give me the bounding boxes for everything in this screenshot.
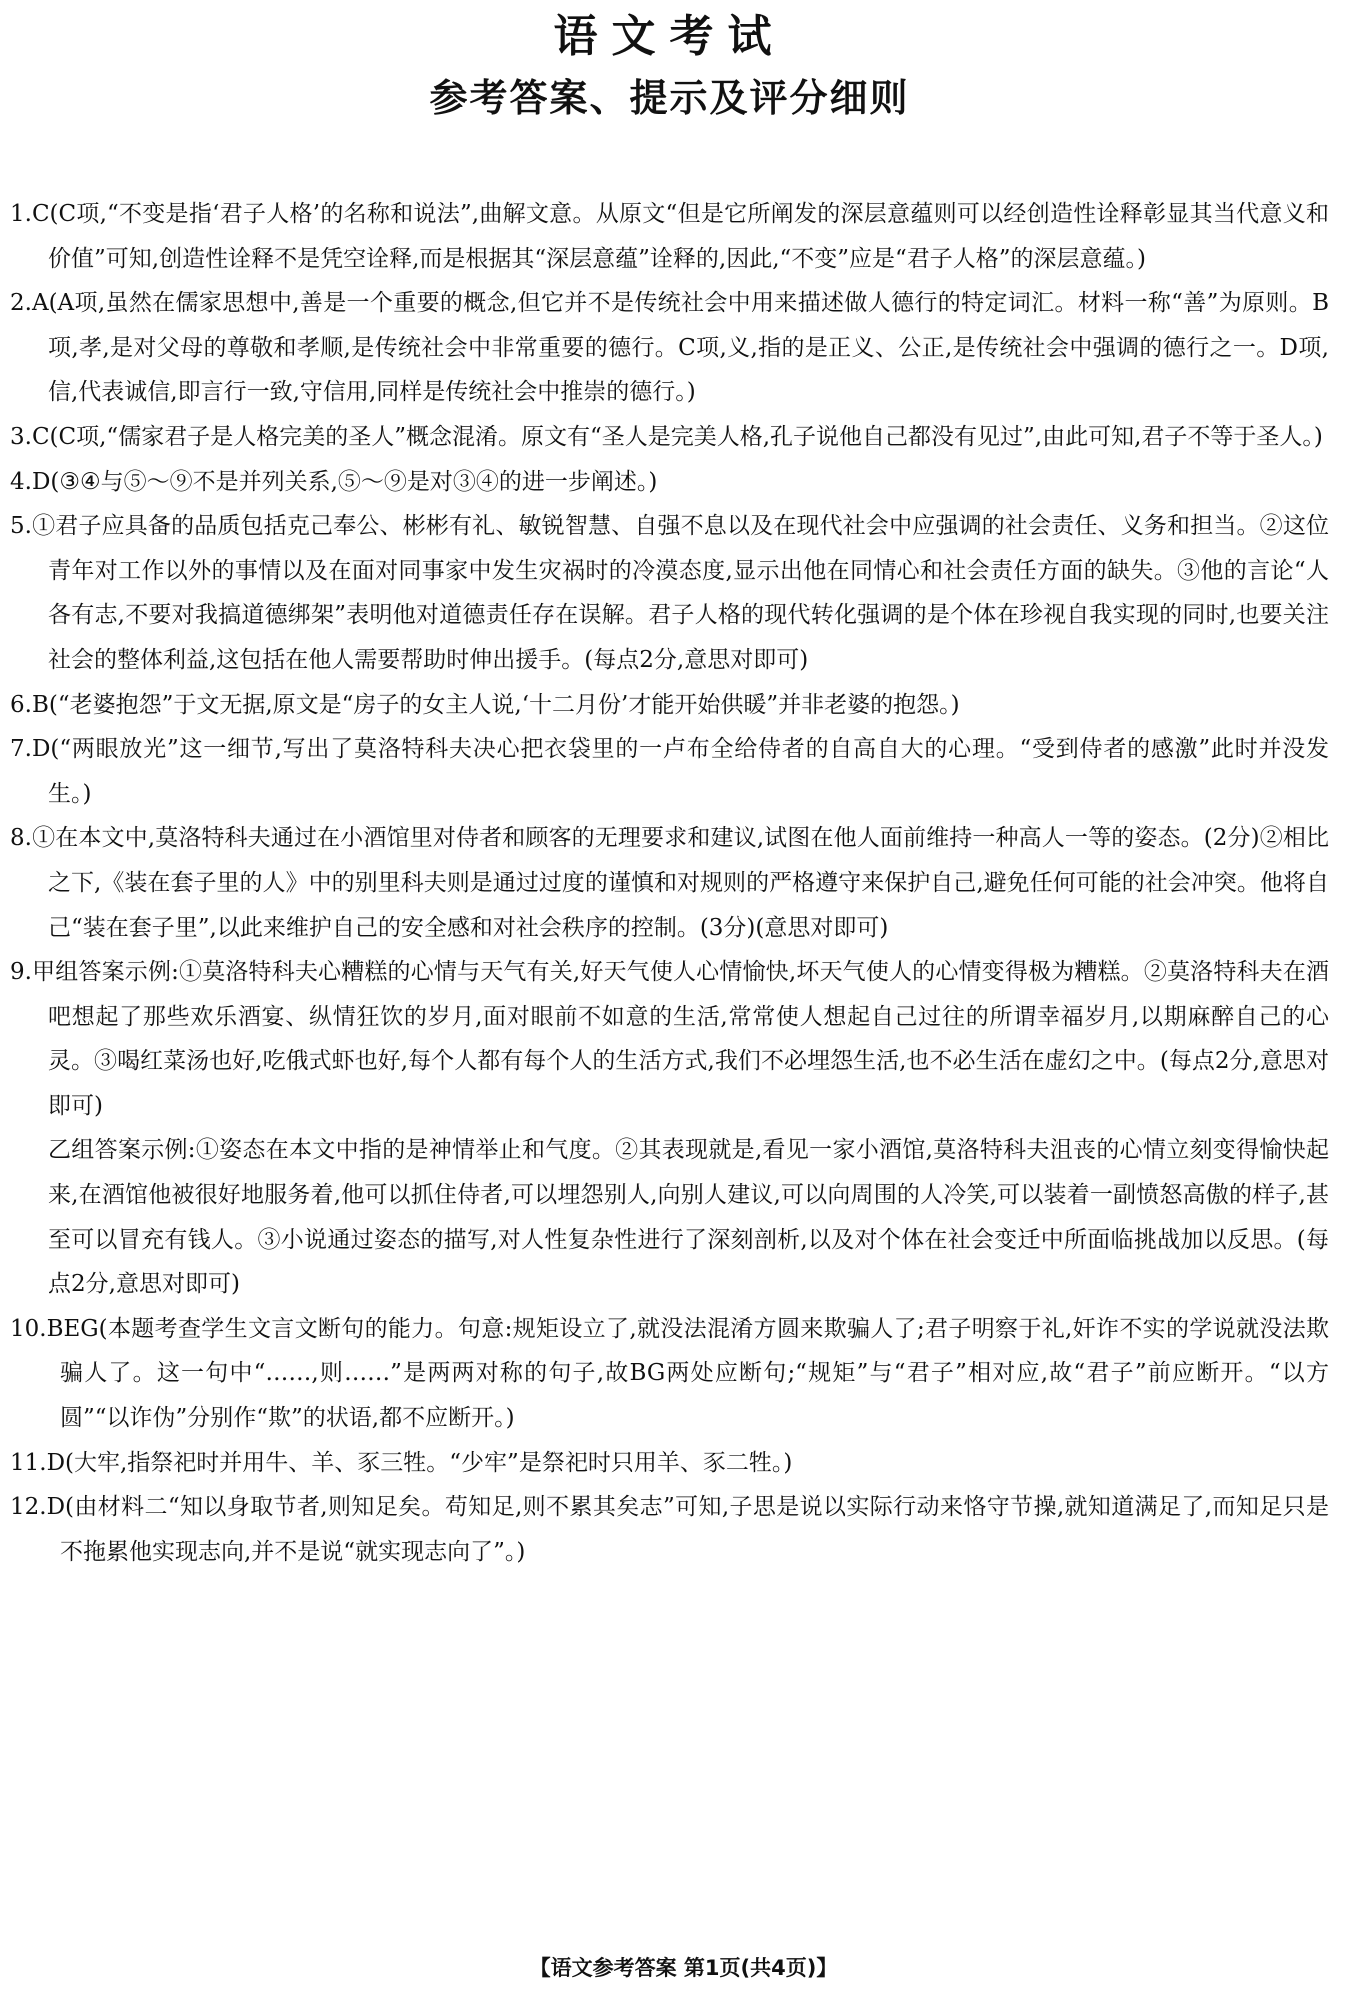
answer-text: ①君子应具备的品质包括克己奉公、彬彬有礼、敏锐智慧、自强不息以及在现代社会中应强调的社会责任、义务和担当。②这位青年对工作以外的事情以及在面对同事家中发生灾祸时的冷漠态度,显示出他在同情心和社会责任方面的缺失。③他的言论“人各有志,不要对我搞道德绑架”表明他对道德责任存在误解。君子人格的现代转化强调的是个体在珍视自我实现的同时,也要关注社会的整体利益,这包括在他人需要帮助时伸出援手。(每点2分,意思对即可) — [31, 513, 1329, 673]
answer-item-4 — [10, 460, 1329, 505]
answer-text: A(A项,虽然在儒家思想中,善是一个重要的概念,但它并不是传统社会中用来描述做人德行的特定词汇。材料一称“善”为原则。B项,孝,是对父母的尊敬和孝顺,是传统社会中非常重要的德行。C项,义,指的是正义、公正,是传统社会中强调的德行之一。D项,信,代表诚信,即言行一致,守信用,同样是传统社会中推崇的德行。) — [31, 290, 1329, 406]
answer-item-11 — [10, 1441, 1329, 1486]
answer-item-6 — [10, 683, 1329, 728]
page-subtitle: 参考答案、提示及评分细则 — [429, 76, 910, 120]
answer-item-9-group-b — [10, 1128, 1329, 1306]
answer-text: B(“老婆抱怨”于文无据,原文是“房子的女主人说,‘十二月份’才能开始供暖”并非老婆的抱怨。) — [31, 691, 960, 718]
page-footer: 【语文参考答案 第1页(共4页)】 — [529, 1956, 838, 1980]
answer-item-7 — [10, 727, 1329, 816]
answer-item-2 — [10, 281, 1329, 415]
answer-number: 10. — [10, 1315, 47, 1342]
answer-list — [10, 192, 1329, 1574]
answer-item-10 — [10, 1307, 1329, 1441]
page-title: 语文考试 — [553, 11, 786, 62]
answer-text: C(C项,“不变是指‘君子人格’的名称和说法”,曲解文意。从原文“但是它所阐发的深层意蕴则可以经创造性诠释彰显其当代意义和价值”可知,创造性诠释不是凭空诠释,而是根据其“深层意蕴”诠释的,因此,“不变”应是“君子人格”的深层意蕴。) — [31, 201, 1329, 272]
answer-item-12 — [10, 1485, 1329, 1574]
answer-text: 甲组答案示例:①莫洛特科夫心糟糕的心情与天气有关,好天气使人心情愉快,坏天气使人的心情变得极为糟糕。②莫洛特科夫在酒吧想起了那些欢乐酒宴、纵情狂饮的岁月,面对眼前不如意的生活,常常使人想起自己过往的所谓幸福岁月,以期麻醉自己的心灵。③喝红菜汤也好,吃俄式虾也好,每个人都有每个人的生活方式,我们不必埋怨生活,也不必生活在虚幻之中。(每点2分,意思对即可) — [31, 959, 1329, 1119]
answer-text: BEG(本题考查学生文言文断句的能力。句意:规矩设立了,就没法混淆方圆来欺骗人了;君子明察于礼,奸诈不实的学说就没法欺骗人了。这一句中“……,则……”是两两对称的句子,故BG两处应断句;“规矩”与“君子”相对应,故“君子”前应断开。“以方圆”“以诈伪”分别作“欺”的状语,都不应断开。) — [46, 1315, 1329, 1432]
answer-number: 6. — [10, 691, 32, 718]
answer-text: 乙组答案示例:①姿态在本文中指的是神情举止和气度。②其表现就是,看见一家小酒馆,莫洛特科夫沮丧的心情立刻变得愉快起来,在酒馆他被很好地服务着,他可以抓住侍者,可以埋怨别人,向别人建议,可以向周围的人冷笑,可以装着一副愤怒高傲的样子,甚至可以冒充有钱人。③小说通过姿态的描写,对人性复杂性进行了深刻剖析,以及对个体在社会变迁中所面临挑战加以反思。(每点2分,意思对即可) — [48, 1137, 1329, 1298]
answer-text: D(由材料二“知以身取节者,则知足矣。苟知足,则不累其矣志”可知,子思是说以实际行动来恪守节操,就知道满足了,而知足只是不拖累他实现志向,并不是说“就实现志向了”。) — [46, 1494, 1329, 1565]
answer-item-9 — [10, 950, 1329, 1128]
answer-item-1 — [10, 192, 1329, 281]
answer-number: 4. — [10, 468, 32, 495]
answer-number: 9. — [10, 959, 32, 986]
answer-number: 3. — [10, 423, 32, 450]
answer-number: 11. — [10, 1449, 47, 1476]
answer-text: D(大牢,指祭祀时并用牛、羊、豕三牲。“少牢”是祭祀时只用羊、豕二牲。) — [46, 1449, 793, 1476]
answer-text: C(C项,“儒家君子是人格完美的圣人”概念混淆。原文有“圣人是完美人格,孔子说他自己都没有见过”,由此可知,君子不等于圣人。) — [31, 423, 1323, 450]
answer-number: 5. — [10, 513, 32, 540]
answer-number: 8. — [10, 825, 32, 852]
answer-text: D(“两眼放光”这一细节,写出了莫洛特科夫决心把衣袋里的一卢布全给侍者的自高自大的心理。“受到侍者的感激”此时并没发生。) — [31, 736, 1329, 807]
answer-number: 7. — [10, 736, 32, 763]
answer-number: 2. — [10, 290, 32, 317]
answer-text: D(③④与⑤～⑨不是并列关系,⑤～⑨是对③④的进一步阐述。) — [31, 468, 658, 495]
answer-item-3 — [10, 415, 1329, 460]
answer-item-5 — [10, 504, 1329, 682]
answer-item-8 — [10, 816, 1329, 950]
answer-text: ①在本文中,莫洛特科夫通过在小酒馆里对侍者和顾客的无理要求和建议,试图在他人面前维持一种高人一等的姿态。(2分)②相比之下,《装在套子里的人》中的别里科夫则是通过过度的谨慎和对规则的严格遵守来保护自己,避免任何可能的社会冲突。他将自己“装在套子里”,以此来维护自己的安全感和对社会秩序的控制。(3分)(意思对即可) — [31, 825, 1329, 941]
answer-number: 12. — [10, 1494, 47, 1521]
answer-number: 1. — [10, 201, 32, 227]
